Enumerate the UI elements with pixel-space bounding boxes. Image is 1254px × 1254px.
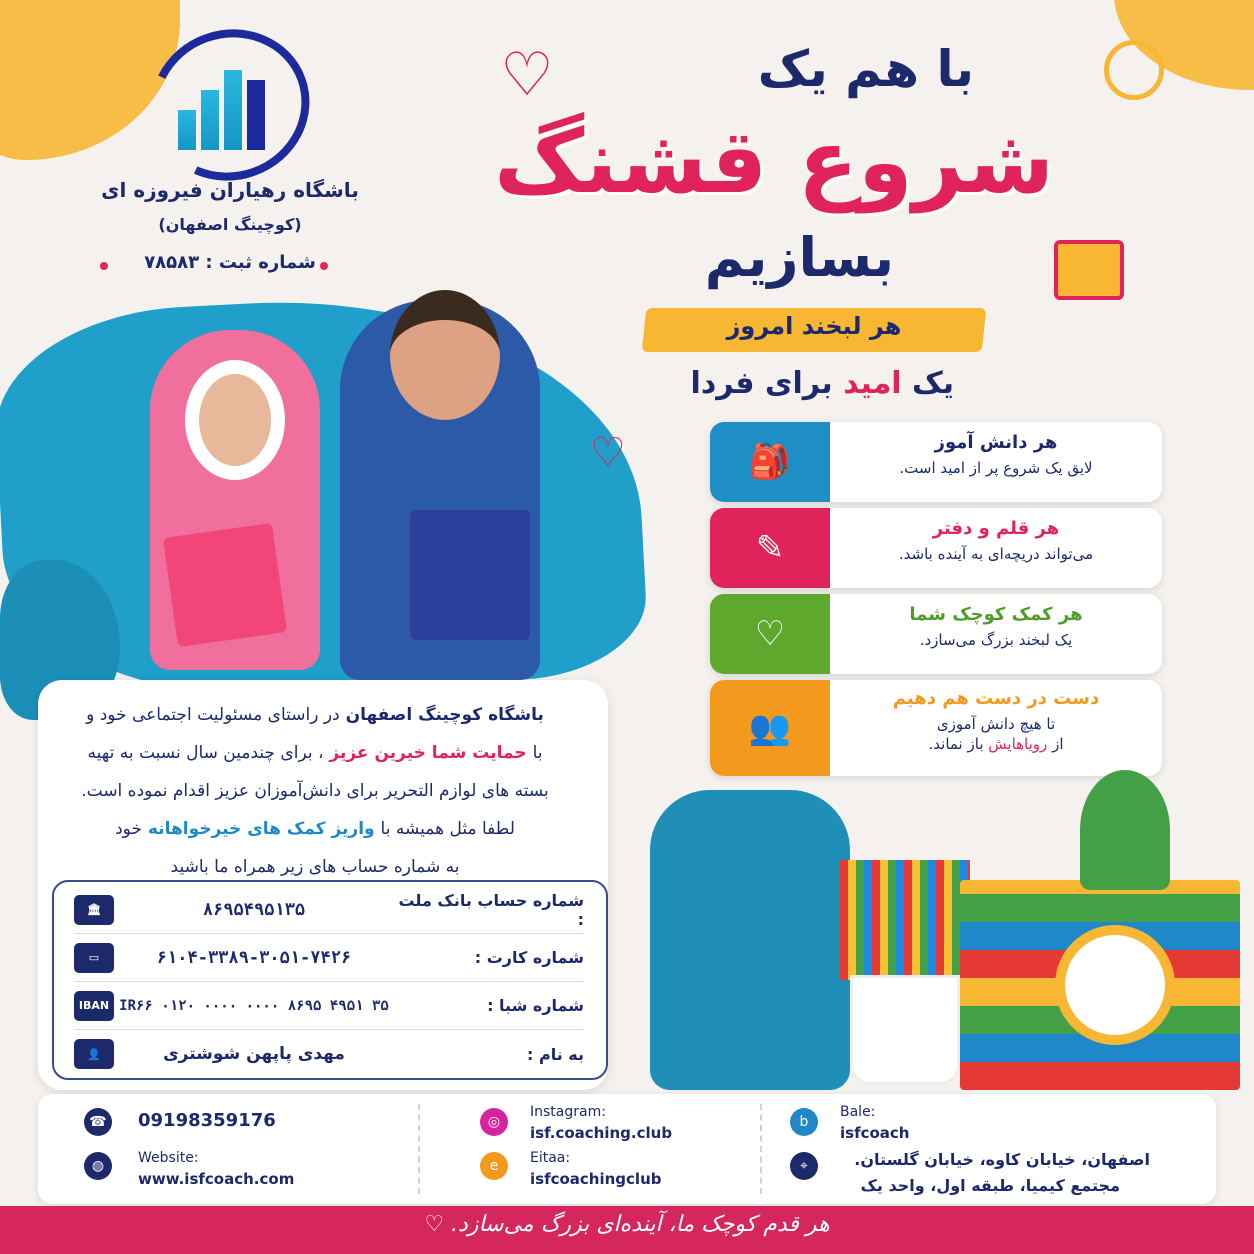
paint-splash-yellow <box>0 0 180 160</box>
banner-text: هر لبخند امروز <box>726 312 902 340</box>
iban-icon: IBAN <box>74 991 114 1021</box>
user-icon: 👤 <box>74 1039 114 1069</box>
phone-number[interactable]: 09198359176 <box>138 1110 276 1131</box>
bale-label: Bale: <box>840 1104 876 1120</box>
bank-account-number[interactable]: ۸۶۹۵۴۹۵۱۳۵ <box>202 899 306 920</box>
headline-line1: با هم یک <box>757 40 974 98</box>
instagram-label: Instagram: <box>530 1104 606 1120</box>
feature-card-together <box>710 680 1162 776</box>
eitaa-icon: e <box>480 1152 508 1180</box>
card-subtitle: لایق یک شروع پر از امید است. <box>899 459 1093 477</box>
feature-card-pen <box>710 508 1162 588</box>
address-line2: مجتمع کیمیا، طبقه اول، واحد یک <box>860 1176 1120 1195</box>
account-row-name: به نام : مهدی پاپهن شوشتری 👤 <box>74 1030 584 1078</box>
sun-icon <box>1104 40 1164 100</box>
girl-face <box>185 360 285 480</box>
card-number[interactable]: ۶۱۰۴-۳۳۸۹-۳۰۵۱-۷۴۲۶ <box>156 947 352 968</box>
logo-bars-icon <box>178 60 278 150</box>
account-box <box>52 880 608 1080</box>
card-subtitle: تا هیچ دانش آموزی <box>936 715 1056 733</box>
logo-subtitle: (کوچینگ اصفهان) <box>158 215 302 234</box>
group-icon: 👥 <box>710 680 830 776</box>
card-icon: ▭ <box>74 943 114 973</box>
headline-line3: بسازیم <box>704 226 894 289</box>
eitaa-label: Eitaa: <box>530 1150 571 1166</box>
phone-icon: ☎ <box>84 1108 112 1136</box>
gift-icon <box>1054 240 1124 300</box>
alarm-clock-illustration <box>1055 925 1175 1045</box>
heart-doodle-icon: ♡ <box>590 430 626 476</box>
card-subtitle: می‌تواند دریچه‌ای به آینده باشد. <box>898 545 1094 563</box>
bullet-dot <box>320 262 328 270</box>
heart-icon: ♡ <box>424 1212 445 1237</box>
location-icon: ⌖ <box>790 1152 818 1180</box>
heart-icon: ♡ <box>500 40 554 110</box>
pink-notebook <box>163 523 287 647</box>
backpack-illustration <box>650 790 850 1090</box>
feature-card-help <box>710 594 1162 674</box>
card-subtitle-2: از رویاهایش باز نماند. <box>928 735 1064 753</box>
iban-number[interactable]: IR۶۶ ۰۱۲۰ ۰۰۰۰ ۰۰۰۰ ۸۶۹۵ ۴۹۵۱ ۳۵ <box>119 997 389 1014</box>
bale-handle[interactable]: isfcoach <box>840 1124 910 1142</box>
account-row-iban: شماره شبا : IR۶۶ ۰۱۲۰ ۰۰۰۰ ۰۰۰۰ ۸۶۹۵ ۴۹۵۱ ۳۵ IBAN <box>74 982 584 1030</box>
globe-icon: ◍ <box>84 1152 112 1180</box>
instagram-icon: ◎ <box>480 1108 508 1136</box>
bale-icon: b <box>790 1108 818 1136</box>
pencil-cup-icon: ✎ <box>710 508 830 588</box>
boy-face <box>390 290 500 420</box>
headline-line2: شروع قشنگ <box>494 110 1054 213</box>
backpack-icon: 🎒 <box>710 422 830 502</box>
card-title: هر کمک کوچک شما <box>909 604 1083 625</box>
colored-pencils-illustration <box>840 860 970 980</box>
card-subtitle: یک لبخند بزرگ می‌سازد. <box>919 631 1073 649</box>
account-row-card: شماره کارت : ۶۱۰۴-۳۳۸۹-۳۰۵۱-۷۴۲۶ ▭ <box>74 934 584 982</box>
account-holder-name: مهدی پاپهن شوشتری <box>163 1044 345 1064</box>
account-row-bank: شماره حساب بانک ملت : ۸۶۹۵۴۹۵۱۳۵ 🏛 <box>74 886 584 934</box>
registration-number: شماره ثبت : ۷۸۵۸۳ <box>144 252 316 273</box>
footer-slogan: هر قدم کوچک ما، آینده‌ای بزرگ می‌سازد. ♡ <box>424 1212 830 1237</box>
card-title: هر دانش آموز <box>934 432 1058 453</box>
logo-name: باشگاه رهیاران فیروزه ای <box>101 178 359 202</box>
divider <box>760 1104 762 1194</box>
description-text: باشگاه کوچینگ اصفهان در راستای مسئولیت اجتماعی خود و با حمایت شما خیرین عزیز ، برای چندمین سال نسبت به تهیه بسته های لوازم التحریر برای دانش‌آموزان عزیز اقدام نموده است. لطفا مثل همیشه با واریز کمک های خیرخواهانه خود به شماره حساب های زیر همراه ما باشید <box>81 705 549 877</box>
heart-hand-icon: ♡ <box>710 594 830 674</box>
blue-notebook <box>410 510 530 640</box>
tagline: یک امید برای فردا <box>690 366 954 401</box>
feature-card-student <box>710 422 1162 502</box>
website-link[interactable]: www.isfcoach.com <box>138 1170 295 1188</box>
plant-illustration <box>1080 770 1170 890</box>
instagram-handle[interactable]: isf.coaching.club <box>530 1124 673 1142</box>
website-label: Website: <box>138 1150 199 1166</box>
address-line1: اصفهان، خیابان کاوه، خیابان گلستان. <box>854 1150 1150 1169</box>
eitaa-handle[interactable]: isfcoachingclub <box>530 1170 662 1188</box>
pencil-cup-illustration <box>850 975 960 1085</box>
divider <box>418 1104 420 1194</box>
card-title: دست در دست هم دهیم <box>892 688 1100 709</box>
card-title: هر قلم و دفتر <box>932 518 1060 539</box>
bank-icon: 🏛 <box>74 895 114 925</box>
